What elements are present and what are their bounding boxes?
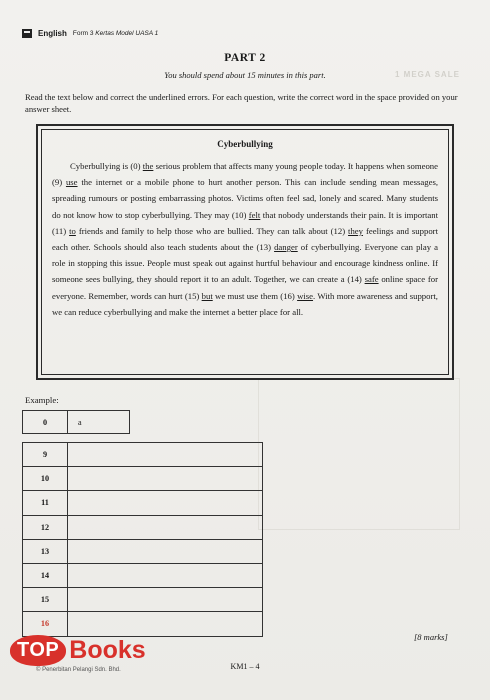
answer-field[interactable] (68, 563, 263, 587)
passage-segment: (15) (184, 290, 202, 301)
passage-segment: that nobody understands their pain. It is important (260, 209, 438, 220)
copyright-text: © Penerbitan Pelangi Sdn. Bhd. (36, 667, 121, 673)
part-title: PART 2 (224, 52, 266, 64)
answer-number: 12 (23, 515, 68, 539)
passage-segment: (11) (52, 225, 70, 236)
passage-segment: feelings and support each other. Schools should also teach students about the (52, 225, 438, 253)
passage-segment: friends and family to help those who are bullied. They can talk about (75, 225, 331, 236)
answer-row (23, 563, 263, 587)
passage-segment: (13) (256, 242, 275, 253)
answer-field[interactable] (68, 443, 263, 467)
passage-segment: online space for everyone. Remember, words can hurt (52, 274, 439, 301)
bleed-through-text: 1 MEGA SALE (395, 70, 460, 79)
underlined-error-word: to (69, 225, 76, 236)
answer-number: 10 (23, 467, 68, 491)
marks-text: [8 marks] (414, 632, 448, 642)
form-number: Form 3 (72, 30, 94, 37)
passage-segment: (0) (130, 161, 143, 171)
form-label (73, 30, 158, 37)
example-table (22, 410, 130, 434)
passage-segment: (14) (347, 274, 365, 285)
passage-box (36, 124, 454, 380)
answer-field[interactable] (68, 588, 263, 612)
underlined-error-word: safe (364, 274, 379, 285)
page-code: KM1 – 4 (230, 662, 260, 671)
publisher-logo-icon (22, 29, 32, 38)
example-label: Example: (25, 395, 59, 405)
passage-segment: of cyberbullying. Everyone can play a role in stopping this issue. People must speak out against hurtful behaviour and encourage kindness online. If someone sees bullying, they should report it to an adult. Together, we can create a (52, 242, 438, 285)
passage-segment: serious problem that affects many young people today. It happens when someone (153, 161, 438, 171)
answer-row (23, 612, 263, 636)
answer-table (22, 442, 263, 637)
example-number: 0 (23, 411, 68, 434)
answer-row (23, 467, 263, 491)
underlined-error-word: danger (274, 242, 298, 253)
bleed-through-block (258, 378, 460, 530)
page-header (22, 29, 158, 38)
answer-row (23, 539, 263, 563)
passage-text (52, 158, 438, 320)
answer-field[interactable] (68, 539, 263, 563)
answer-number: 14 (23, 563, 68, 587)
answer-field[interactable] (68, 467, 263, 491)
instructions: Read the text below and correct the underlined errors. For each question, write the correct word in the space provided on your answer sheet. (25, 92, 458, 114)
underlined-error-word: felt (248, 209, 261, 220)
underlined-error-word: the (142, 161, 154, 171)
passage-segment: (16) (280, 290, 298, 301)
brand-books: Books (69, 636, 146, 664)
answer-field[interactable] (68, 515, 263, 539)
passage-segment: (12) (330, 225, 349, 236)
brand-top: TOP (10, 635, 66, 666)
underlined-error-word: but (201, 290, 213, 301)
marks-label (414, 632, 448, 642)
topbooks-watermark-logo (10, 635, 146, 666)
underlined-error-word: use (65, 177, 78, 188)
example-answer: a (68, 411, 130, 434)
answer-number: 15 (23, 588, 68, 612)
passage-segment: Cyberbullying is (70, 161, 131, 171)
answer-number: 9 (23, 443, 68, 467)
answer-number: 11 (23, 491, 68, 515)
answer-row (23, 588, 263, 612)
answer-number: 13 (23, 539, 68, 563)
passage-title: Cyberbullying (217, 139, 273, 149)
example-row (23, 411, 130, 434)
answer-row (23, 443, 263, 467)
answer-row (23, 515, 263, 539)
passage-segment: the internet or a mobile phone to hurt another person. This can include sending mean messages, spreading rumours or posting embarrassing photos. Victims often feel sad, lonely and scared. Many students do not know how to stop cyberbullying. They may (52, 177, 439, 220)
passage-segment: . With more awareness and support, we can reduce cyberbullying and make the internet a better place for all. (52, 290, 438, 317)
part-subtitle: You should spend about 15 minutes in this part. (164, 70, 326, 80)
answer-row (23, 491, 263, 515)
underlined-error-word: wise (297, 290, 314, 301)
passage-segment: we must use them (212, 290, 281, 301)
underlined-error-word: they (348, 225, 364, 236)
answer-field[interactable] (68, 491, 263, 515)
passage-inner (41, 129, 449, 375)
answer-field[interactable] (68, 612, 263, 636)
paper-label: Kertas Model UASA 1 (95, 30, 159, 37)
passage-segment: (9) (52, 177, 66, 188)
passage-segment: (10) (231, 209, 249, 220)
answer-number: 16 (23, 612, 68, 636)
subject-label: English (38, 29, 67, 38)
